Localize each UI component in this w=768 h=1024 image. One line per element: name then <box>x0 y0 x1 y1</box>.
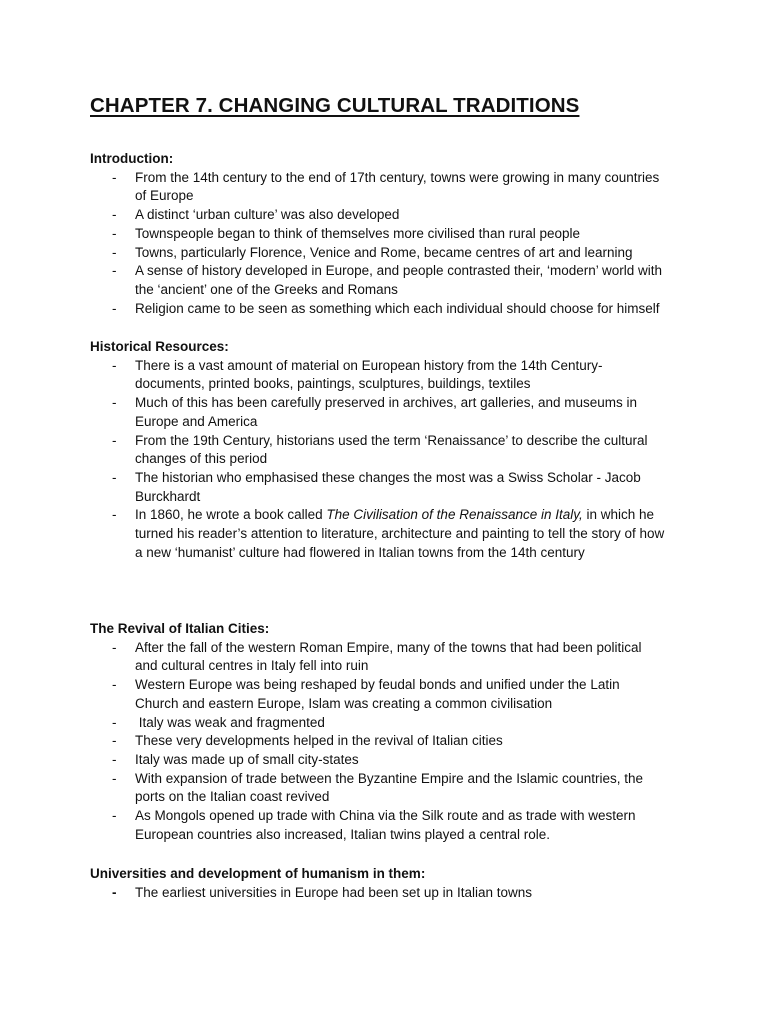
item-text-line: and cultural centres in Italy fell into ruin <box>135 658 369 674</box>
bullet-dash: - <box>112 770 117 786</box>
list-item <box>90 357 690 394</box>
item-text-line: From the 19th Century, historians used the term ‘Renaissance’ to describe the cultural <box>135 432 648 448</box>
list-item <box>90 751 690 770</box>
bullet-dash: - <box>112 432 117 448</box>
bullet-dash: - <box>112 300 117 316</box>
item-text-line: Much of this has been carefully preserved in archives, art galleries, and museums in <box>135 395 637 411</box>
item-text-line: changes of this period <box>135 451 268 467</box>
bullet-dash: - <box>112 733 117 749</box>
bullet-dash: - <box>112 751 117 767</box>
list-item <box>90 676 690 713</box>
bullet-dash: - <box>112 639 117 655</box>
item-text-line: Towns, particularly Florence, Venice and Rome, became centres of art and learning <box>135 244 633 260</box>
item-text-segment: in which he <box>582 507 655 523</box>
item-text-line: From the 14th century to the end of 17th century, towns were growing in many countries <box>135 169 660 185</box>
list-item <box>90 506 690 562</box>
list-item <box>90 169 690 206</box>
bullet-dash: - <box>112 395 117 411</box>
item-text-line: turned his reader’s attention to literature, architecture and painting to tell the story of how <box>135 526 665 542</box>
item-text-line: European countries also increased, Italian twins played a central role. <box>135 826 550 842</box>
list-item <box>90 262 690 299</box>
item-text-line: After the fall of the western Roman Empire, many of the towns that had been political <box>135 639 642 655</box>
bullet-list <box>90 169 690 319</box>
bullet-dash: - <box>112 884 117 900</box>
list-item <box>90 244 690 263</box>
list-item <box>90 469 690 506</box>
item-text-line: These very developments helped in the revival of Italian cities <box>135 733 503 749</box>
bullet-dash: - <box>112 469 117 485</box>
section-historical-resources <box>90 338 690 562</box>
item-text-line: Townspeople began to think of themselves more civilised than rural people <box>135 225 581 241</box>
item-text-line: The historian who emphasised these changes the most was a Swiss Scholar - Jacob <box>135 469 641 485</box>
item-text-line: a new ‘humanist’ culture had flowered in Italian towns from the 14th century <box>135 544 585 560</box>
item-text-line: With expansion of trade between the Byzantine Empire and the Islamic countries, the <box>135 770 644 786</box>
item-text-line: Italy was made up of small city-states <box>135 751 359 767</box>
bullet-dash: - <box>112 263 117 279</box>
item-text-line: documents, printed books, paintings, sculptures, buildings, textiles <box>135 376 531 392</box>
list-item <box>90 206 690 225</box>
bullet-list <box>90 884 690 903</box>
item-text-segment: In 1860, he wrote a book called <box>135 507 327 523</box>
bullet-dash: - <box>112 244 117 260</box>
bullet-dash: - <box>112 507 117 523</box>
section-introduction <box>90 150 690 318</box>
section-universities-humanism <box>90 865 690 902</box>
item-text-line: There is a vast amount of material on European history from the 14th Century- <box>135 357 603 373</box>
item-text-line: The earliest universities in Europe had been set up in Italian towns <box>135 884 532 900</box>
bullet-dash: - <box>112 169 117 185</box>
item-text-line: of Europe <box>135 188 194 204</box>
list-item <box>90 432 690 469</box>
item-text-line: Burckhardt <box>135 488 201 504</box>
item-text-line: Western Europe was being reshaped by feudal bonds and unified under the Latin <box>135 677 620 693</box>
item-text-line: As Mongols opened up trade with China via the Silk route and as trade with western <box>135 808 636 824</box>
list-item <box>90 394 690 431</box>
section-heading: Historical Resources: <box>90 339 229 354</box>
list-item <box>90 732 690 751</box>
item-text-line: A sense of history developed in Europe, and people contrasted their, ‘modern’ world with <box>135 263 663 279</box>
list-item <box>90 714 690 733</box>
bullet-dash: - <box>112 225 117 241</box>
bullet-list <box>90 639 690 845</box>
bullet-dash: - <box>112 808 117 824</box>
section-revival-italian-cities <box>90 620 690 844</box>
item-text-line: A distinct ‘urban culture’ was also developed <box>135 207 400 223</box>
item-text-line: the ‘ancient’ one of the Greeks and Romans <box>135 281 398 297</box>
item-text-line: Europe and America <box>135 413 258 429</box>
list-item <box>90 884 690 903</box>
item-text-line: Religion came to be seen as something which each individual should choose for himself <box>135 300 660 316</box>
bullet-dash: - <box>112 357 117 373</box>
list-item <box>90 225 690 244</box>
list-item <box>90 639 690 676</box>
item-text-line: Church and eastern Europe, Islam was creating a common civilisation <box>135 695 553 711</box>
list-item <box>90 770 690 807</box>
section-heading: Introduction: <box>90 151 174 166</box>
list-item <box>90 807 690 844</box>
bullet-dash: - <box>112 207 117 223</box>
item-text-line: ports on the Italian coast revived <box>135 789 330 805</box>
page-title: CHAPTER 7. CHANGING CULTURAL TRADITIONS <box>90 94 580 117</box>
section-heading: The Revival of Italian Cities: <box>90 621 270 636</box>
bullet-dash: - <box>112 714 117 730</box>
bullet-list <box>90 357 690 563</box>
item-text-line: Italy was weak and fragmented <box>135 714 325 730</box>
book-title: The Civilisation of the Renaissance in Italy, <box>326 507 583 523</box>
item-text-line <box>135 506 690 525</box>
list-item <box>90 300 690 319</box>
bullet-dash: - <box>112 677 117 693</box>
section-heading: Universities and development of humanism in them: <box>90 866 426 881</box>
